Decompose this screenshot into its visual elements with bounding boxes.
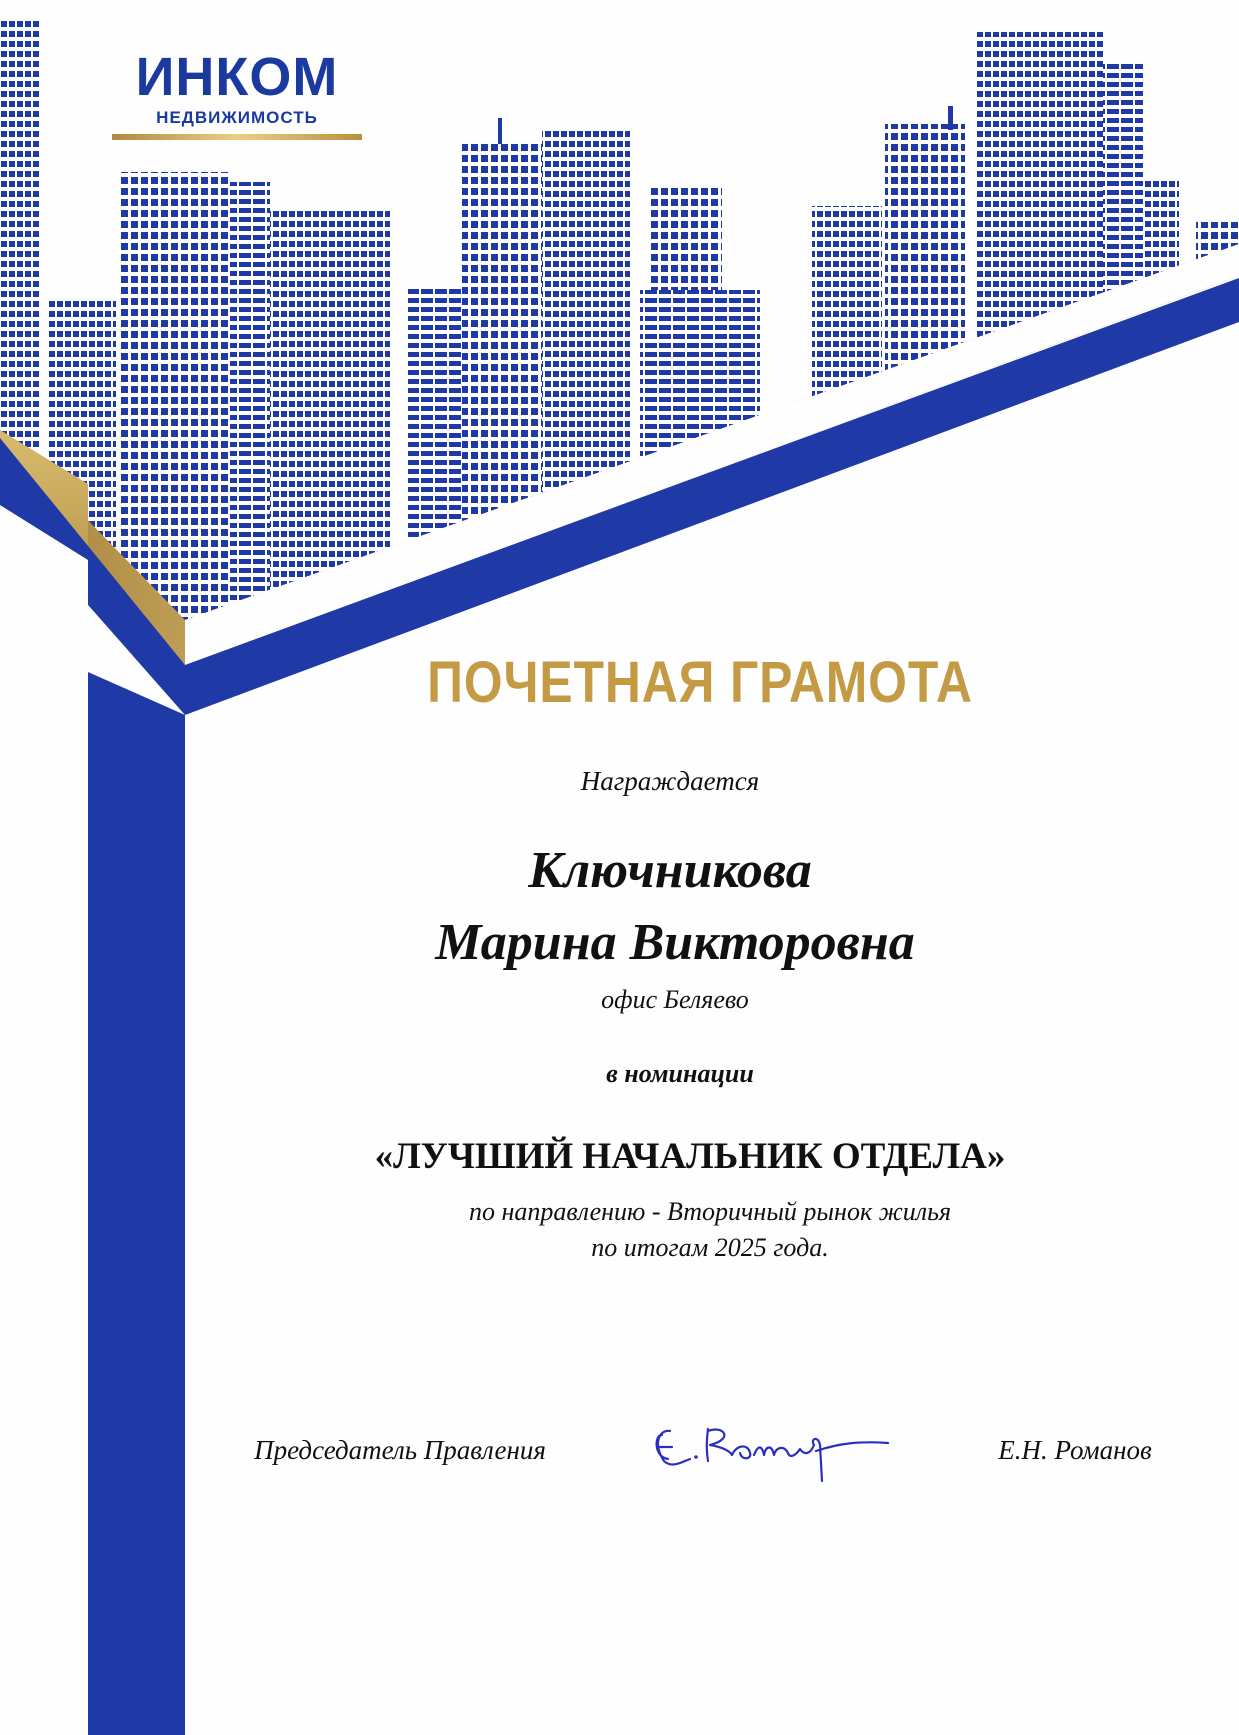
- award-period: по итогам 2025 года.: [591, 1233, 829, 1262]
- recipient-given-names: Марина Викторовна: [435, 914, 915, 971]
- blue-pillar: [88, 672, 185, 1735]
- nomination-label: в номинации: [606, 1059, 754, 1088]
- awarded-label: Награждается: [580, 766, 760, 796]
- logo-subtitle: НЕДВИЖИМОСТЬ: [156, 108, 318, 127]
- company-logo: [112, 47, 362, 140]
- logo-gold-bar: [112, 134, 362, 140]
- handwritten-signature: [650, 1395, 950, 1505]
- logo-wordmark: ИНКОМ: [135, 47, 339, 107]
- award-direction: по направлению - Вторичный рынок жилья: [468, 1197, 952, 1226]
- recipient-surname: Ключникова: [528, 842, 812, 899]
- signatory-name: Е.Н. Романов: [998, 1435, 1152, 1465]
- award-title: «ЛУЧШИЙ НАЧАЛЬНИК ОТДЕЛА»: [374, 1136, 1006, 1177]
- certificate-title: ПОЧЕТНАЯ ГРАМОТА: [427, 650, 973, 715]
- signatory-position: Председатель Правления: [254, 1435, 546, 1465]
- recipient-office: офис Беляево: [601, 985, 749, 1014]
